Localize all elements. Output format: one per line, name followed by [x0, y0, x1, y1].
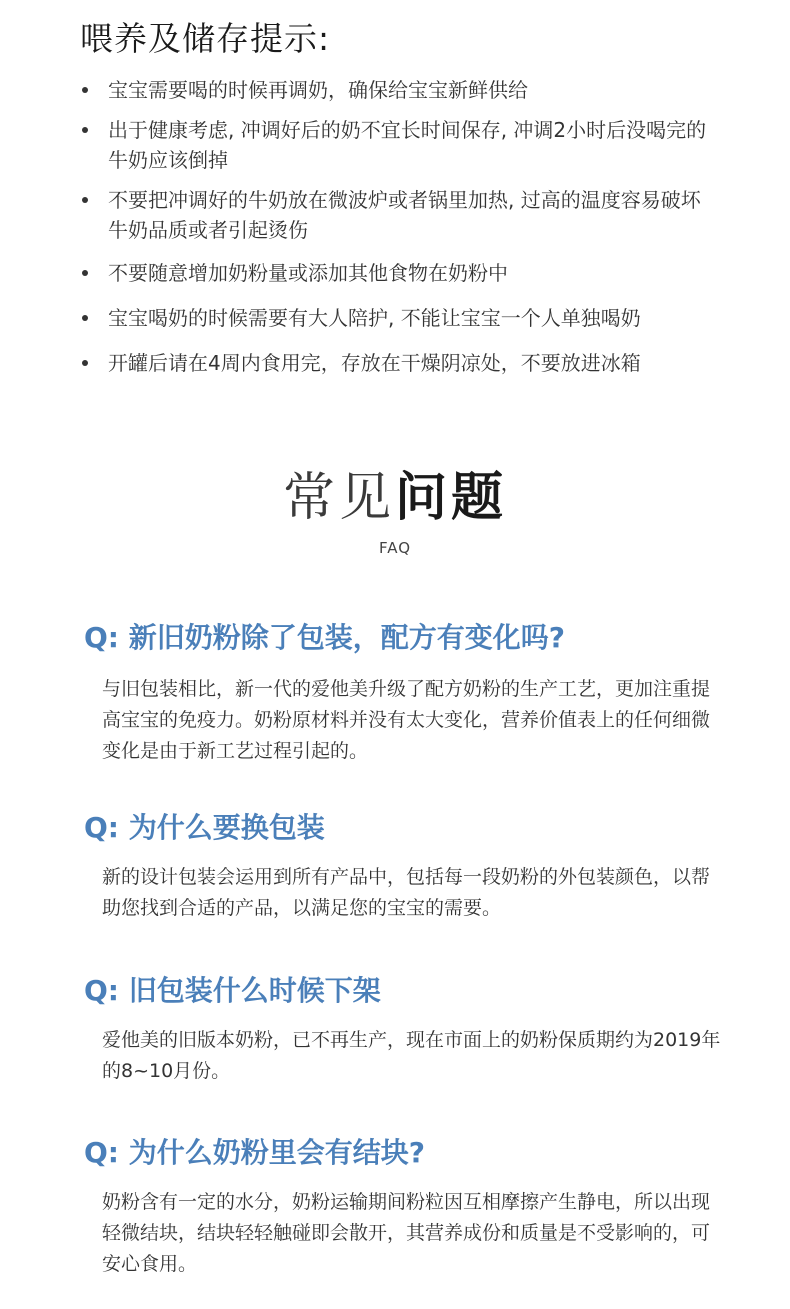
tip-text: 不要把冲调好的牛奶放在微波炉或者锅里加热, 过高的温度容易破坏牛奶品质或者引起烫伤 — [108, 188, 701, 242]
faq-answer: 新的设计包装会运用到所有产品中，包括每一段奶粉的外包装颜色，以帮助您找到合适的产品，以满足您的宝宝的需要。 — [102, 866, 711, 919]
tip-item — [80, 185, 720, 245]
bullet-icon — [82, 315, 88, 321]
faq-title-light: 常见 — [282, 468, 395, 528]
tip-item — [80, 115, 720, 175]
faq-subtitle: FAQ — [378, 539, 412, 557]
faq-item — [84, 971, 724, 1087]
faq-question: Q: 旧包装什么时候下架 — [84, 974, 381, 1007]
tip-item — [80, 303, 720, 333]
faq-question: Q: 新旧奶粉除了包装，配方有变化吗? — [84, 621, 565, 654]
tip-text: 宝宝喝奶的时候需要有大人陪护, 不能让宝宝一个人单独喝奶 — [108, 306, 641, 330]
tip-text: 出于健康考虑, 冲调好后的奶不宜长时间保存, 冲调2小时后没喝完的牛奶应该倒掉 — [108, 118, 707, 172]
faq-item — [84, 618, 724, 767]
bullet-icon — [82, 197, 88, 203]
tip-text: 开罐后请在4周内食用完，存放在干燥阴凉处，不要放进冰箱 — [108, 351, 641, 375]
faq-title-bold: 问题 — [395, 468, 508, 528]
faq-answer: 爱他美的旧版本奶粉，已不再生产，现在市面上的奶粉保质期约为2019年的8~10月份。 — [102, 1029, 721, 1082]
tip-item — [80, 258, 720, 288]
faq-question: Q: 为什么奶粉里会有结块? — [84, 1136, 425, 1169]
tips-title: 喂养及储存提示: — [80, 19, 331, 58]
tips-list — [80, 75, 720, 378]
bullet-icon — [82, 360, 88, 366]
faq-item — [84, 808, 724, 924]
bullet-icon — [82, 127, 88, 133]
bullet-icon — [82, 87, 88, 93]
faq-question: Q: 为什么要换包装 — [84, 811, 325, 844]
faq-title — [0, 465, 790, 531]
tip-text: 宝宝需要喝的时候再调奶，确保给宝宝新鲜供给 — [108, 78, 528, 102]
faq-answer: 与旧包装相比，新一代的爱他美升级了配方奶粉的生产工艺，更加注重提高宝宝的免疫力。奶粉原材料并没有太大变化，营养价值表上的任何细微变化是由于新工艺过程引起的。 — [102, 678, 711, 762]
tip-text: 不要随意增加奶粉量或添加其他食物在奶粉中 — [108, 261, 508, 285]
faq-item — [84, 1133, 724, 1280]
tip-item — [80, 75, 720, 105]
tip-item — [80, 348, 720, 378]
bullet-icon — [82, 270, 88, 276]
faq-answer: 奶粉含有一定的水分，奶粉运输期间粉粒因互相摩擦产生静电，所以出现轻微结块，结块轻轻触碰即会散开，其营养成份和质量是不受影响的，可安心食用。 — [102, 1191, 711, 1275]
